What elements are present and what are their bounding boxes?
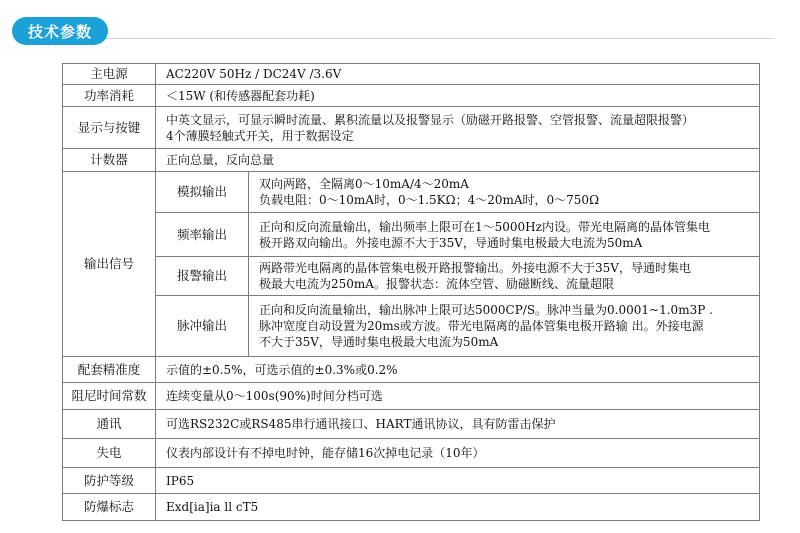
- table-row: [63, 213, 760, 257]
- spec-table: [62, 63, 760, 521]
- row-value: [249, 172, 760, 213]
- row-value: [249, 257, 760, 296]
- row-label: 主电源: [63, 64, 156, 85]
- value-line: 不大于35V，导通时集电极最大电流为50mA: [259, 335, 499, 349]
- row-label: 显示与按键: [63, 107, 156, 149]
- sub-label: 报警输出: [156, 257, 249, 296]
- value-line: 中英文显示，可显示瞬时流量、累积流量以及报警显示（励磁开路报警、空管报警、流量超限报警）: [166, 112, 695, 127]
- value-line: 极开路双向输出。外接电源不大于35V，导通时集电极最大电流为50mA: [259, 235, 643, 250]
- value-line: 4个薄膜轻触式开关，用于数据设定: [166, 128, 354, 143]
- row-value: 可选RS232C或RS485串行通讯接口、HART通讯协议，具有防雷击保护: [156, 410, 760, 439]
- value-line: 正向和反向流量输出，输出脉冲上限可达5000CP/S。脉冲当量为0.0001~1.0m3P .: [259, 303, 713, 317]
- row-label: 防护等级: [63, 468, 156, 494]
- table-row: [63, 410, 760, 439]
- header-divider: [66, 38, 774, 39]
- row-label: 防爆标志: [63, 494, 156, 521]
- row-value: [249, 296, 760, 357]
- section-header: [6, 17, 786, 51]
- value-line: 正向和反向流量输出，输出频率上限可在1～5000Hz内设。带光电隔离的晶体管集电: [259, 219, 710, 234]
- row-label: 失电: [63, 439, 156, 468]
- row-value: [249, 213, 760, 257]
- sub-label: 脉冲输出: [156, 296, 249, 357]
- value-line: 脉冲宽度自动设置为20ms或方波。带光电隔离的晶体管集电极开路输 出。外接电源: [259, 319, 704, 333]
- row-label: 配套精准度: [63, 357, 156, 383]
- row-label: 阻尼时间常数: [63, 383, 156, 410]
- row-value: 连续变量从0～100s(90%)时间分档可选: [156, 383, 760, 410]
- row-value: AC220V 50Hz / DC24V /3.6V: [156, 64, 760, 85]
- sub-label: 频率输出: [156, 213, 249, 257]
- table-row: [63, 85, 760, 107]
- row-value: 正向总量，反向总量: [156, 149, 760, 172]
- section-title: 技术参数: [12, 17, 108, 45]
- value-line: 两路带光电隔离的晶体管集电极开路报警输出。外接电源不大于35V，导通时集电: [259, 261, 691, 275]
- row-label: 计数器: [63, 149, 156, 172]
- table-row: [63, 257, 760, 296]
- table-row: [63, 383, 760, 410]
- row-value: IP65: [156, 468, 760, 494]
- row-value: [156, 107, 760, 149]
- table-row: [63, 439, 760, 468]
- value-line: 极最大电流为250mA。报警状态：流体空管、励磁断线、流量超限: [259, 277, 614, 291]
- table-row: [63, 357, 760, 383]
- table-row: [63, 149, 760, 172]
- table-row: [63, 296, 760, 357]
- table-row: [63, 172, 760, 213]
- row-label: 功率消耗: [63, 85, 156, 107]
- table-row: [63, 107, 760, 149]
- value-line: 负载电阻：0～10mA时，0～1.5KΩ；4～20mA时，0～750Ω: [259, 193, 600, 207]
- table-row: [63, 468, 760, 494]
- row-label: 通讯: [63, 410, 156, 439]
- row-value: 示值的±0.5%，可选示值的±0.3%或0.2%: [156, 357, 760, 383]
- table-row: [63, 64, 760, 85]
- row-value: Exd[ia]ia ll cT5: [156, 494, 760, 521]
- row-value: 仪表内部设计有不掉电时钟，能存储16次掉电记录（10年）: [156, 439, 760, 468]
- sub-label: 模拟输出: [156, 172, 249, 213]
- row-label: 输出信号: [63, 172, 156, 357]
- row-value: ＜15W (和传感器配套功耗): [156, 85, 760, 107]
- table-row: [63, 494, 760, 521]
- value-line: 双向两路，全隔离0～10mA/4～20mA: [259, 177, 469, 191]
